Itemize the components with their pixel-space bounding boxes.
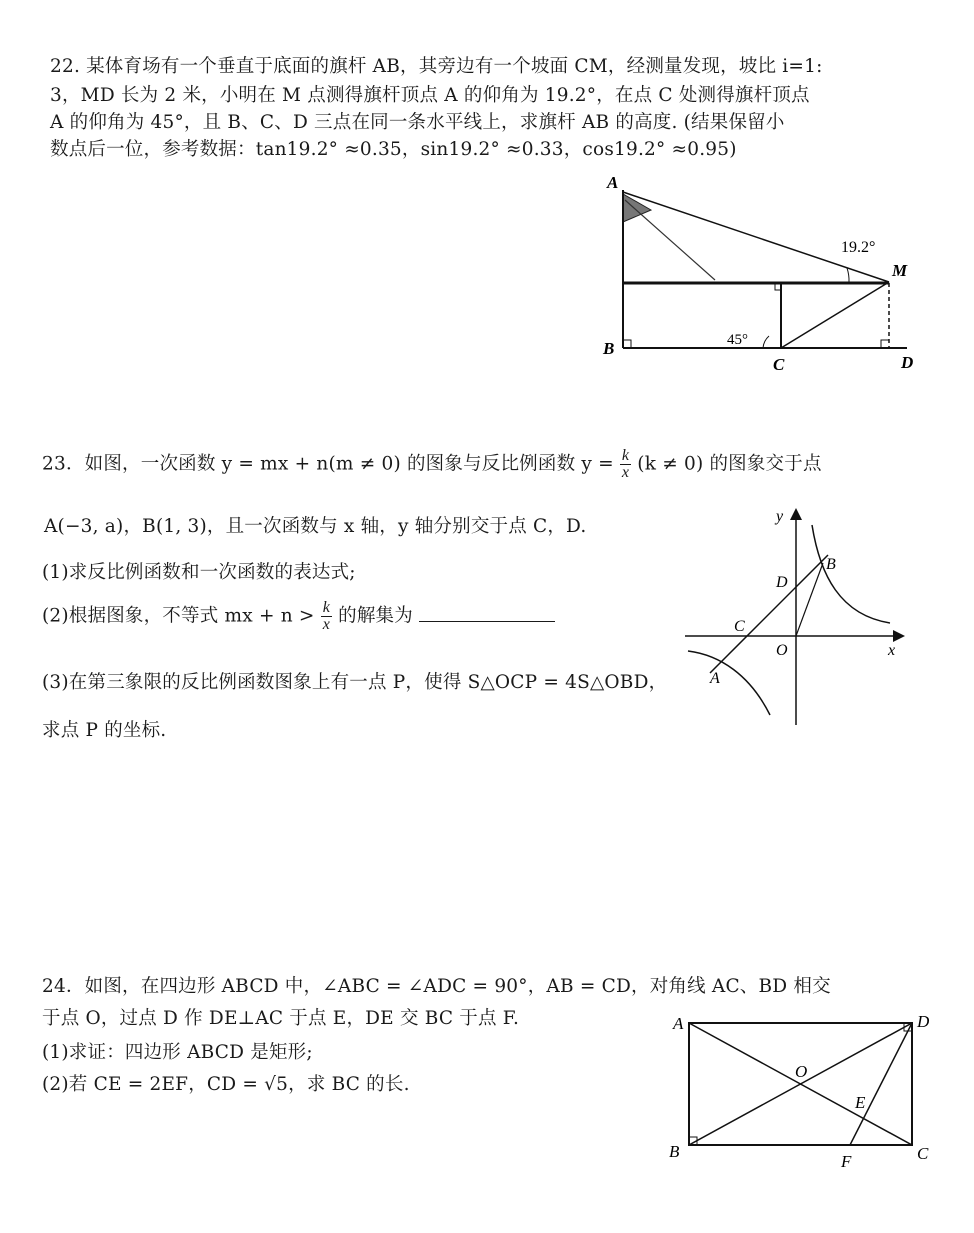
q22-line-3: A 的仰角为 45°，且 B、C、D 三点在同一条水平线上，求旗杆 AB 的高度. (结果保留小 — [50, 112, 785, 133]
q23-part-2-post: 的解集为 — [338, 605, 413, 627]
q23-line-2: A(−3, a)，B(1, 3)，且一次函数与 x 轴，y 轴分别交于点 C，D. — [44, 516, 587, 537]
q23-part-2 — [42, 600, 555, 633]
q23-fraction-k-over-x — [620, 448, 631, 481]
frac-num-2: k — [322, 599, 331, 616]
label-a: A — [673, 1014, 684, 1033]
label-o: O — [795, 1062, 808, 1081]
label-a: A — [607, 173, 619, 192]
frac-den: x — [621, 464, 630, 481]
q23-figure — [680, 505, 910, 730]
q23-part-3: (3)在第三象限的反比例函数图象上有一点 P，使得 S△OCP = 4S△OBD， — [42, 672, 668, 693]
q24-line-1: 24．如图，在四边形 ABCD 中，∠ABC = ∠ADC = 90°，AB = CD，对角线 AC、BD 相交 — [42, 976, 831, 997]
label-o: O — [776, 642, 788, 659]
q23-line-1-post: (k ≠ 0) 的图象交于点 — [637, 453, 822, 475]
label-c: C — [734, 618, 745, 635]
label-y: y — [776, 508, 784, 525]
label-c: C — [773, 355, 785, 374]
label-d: D — [917, 1012, 930, 1031]
q23-part-3b: 求点 P 的坐标. — [42, 720, 167, 741]
sight-line-ac — [625, 200, 715, 280]
q23-line-1-pre: 23．如图，一次函数 y = mx + n(m ≠ 0) 的图象与反比例函数 y = — [42, 453, 614, 475]
label-m: M — [892, 261, 908, 280]
label-f: F — [841, 1152, 852, 1171]
q24-line-2: 于点 O，过点 D 作 DE⊥AC 于点 E，DE 交 BC 于点 F. — [42, 1008, 520, 1029]
label-b: B — [603, 339, 615, 358]
arc-45 — [763, 336, 769, 348]
label-angle-m: 19.2° — [841, 239, 876, 256]
q23-part-1: (1)求反比例函数和一次函数的表达式; — [42, 562, 356, 583]
q23-part-2-pre: (2)根据图象，不等式 mx + n > — [42, 605, 315, 627]
label-e: E — [855, 1093, 866, 1112]
q22-line-2: 3，MD 长为 2 米，小明在 M 点测得旗杆顶点 A 的仰角为 19.2°，在点 C 处测得旗杆顶点 — [50, 85, 810, 106]
q23-part-2-fraction — [321, 600, 332, 633]
label-b: B — [669, 1142, 680, 1161]
q22-line-4: 数点后一位，参考数据：tan19.2° ≈0.35，sin19.2° ≈0.33，cos19.2° ≈0.95) — [50, 139, 737, 160]
label-x: x — [888, 642, 896, 659]
arc-19 — [847, 268, 849, 282]
label-c: C — [917, 1144, 929, 1163]
q24-figure — [665, 1005, 945, 1175]
label-d: D — [901, 353, 914, 372]
linear-function — [710, 555, 828, 673]
hyperbola-q1 — [812, 525, 890, 623]
q23-line-1 — [42, 448, 822, 481]
label-b: B — [826, 556, 836, 573]
sight-line-am — [623, 192, 889, 282]
label-a: A — [710, 670, 720, 687]
flag-shape — [623, 194, 651, 222]
frac-num: k — [621, 447, 630, 464]
q22-figure — [585, 170, 925, 380]
label-d: D — [776, 574, 788, 591]
right-angle-d — [881, 340, 889, 348]
hyperbola-q3 — [688, 651, 770, 715]
slope-cm — [781, 282, 889, 348]
segment-df — [850, 1023, 912, 1145]
right-angle-b — [623, 340, 631, 348]
q24-part-1: (1)求证：四边形 ABCD 是矩形; — [42, 1042, 313, 1063]
label-angle-c: 45° — [727, 332, 748, 348]
q22-line-1: 22. 某体育场有一个垂直于底面的旗杆 AB，其旁边有一个坡面 CM，经测量发现，坡比 i=1: — [50, 56, 823, 77]
q24-part-2: (2)若 CE = 2EF，CD = √5，求 BC 的长. — [42, 1074, 410, 1095]
answer-blank[interactable] — [419, 607, 555, 622]
frac-den-2: x — [322, 616, 331, 633]
